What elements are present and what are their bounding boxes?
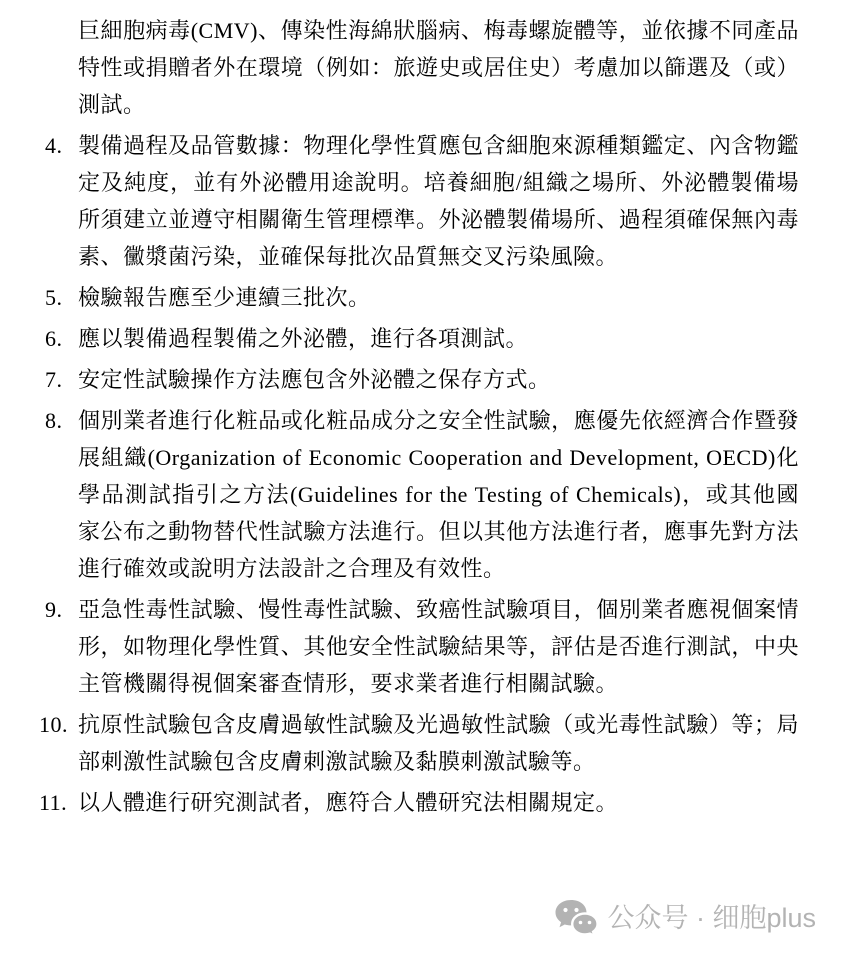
list-item-text: 以人體進行研究測試者，應符合人體研究法相關規定。: [78, 790, 619, 815]
document-content: [39, 12, 799, 825]
list-item-text: 製備過程及品管數據：物理化學性質應包含細胞來源種類鑑定、內含物鑑定及純度，並有外泌體用途說明。培養細胞/組織之場所、外泌體製備場所須建立並遵守相關衛生管理標準。外泌體製備場所、過程須確保無內毒素、黴漿菌污染，並確保每批次品質無交叉污染風險。: [78, 133, 799, 269]
list-item-text: 個別業者進行化粧品或化粧品成分之安全性試驗，應優先依經濟合作暨發展組織(Organization of Economic Cooperation and Development, OECD)化學品測試指引之方法(Guidelines for the Testing of Chemicals)，或其他國家公布之動物替代性試驗方法進行。但以其他方法進行者，應事先對方法進行確效或說明方法設計之合理及有效性。: [78, 408, 799, 581]
list-item: [45, 361, 799, 398]
paragraph-continuation: 巨細胞病毒(CMV)、傳染性海綿狀腦病、梅毒螺旋體等，並依據不同產品特性或捐贈者外在環境（例如：旅遊史或居住史）考慮加以篩選及（或）測試。: [78, 18, 799, 117]
list-item-text: 安定性試驗操作方法應包含外泌體之保存方式。: [78, 367, 551, 392]
list-item-text: 亞急性毒性試驗、慢性毒性試驗、致癌性試驗項目，個別業者應視個案情形，如物理化學性質、其他安全性試驗結果等，評估是否進行測試，中央主管機關得視個案審查情形，要求業者進行相關試驗。: [78, 597, 799, 696]
watermark-text: 公众号 · 细胞plus: [607, 903, 816, 933]
list-item-number: 4.: [45, 133, 63, 158]
list-item-number: 6.: [45, 326, 63, 351]
list-item: [45, 127, 799, 275]
list-item: [45, 402, 799, 587]
list-item-number: 10.: [39, 712, 68, 737]
list-item-text: 檢驗報告應至少連續三批次。: [78, 285, 371, 310]
wechat-icon: [554, 899, 598, 937]
list-item-number: 9.: [45, 597, 63, 622]
list-item: [39, 784, 799, 821]
list-item: [39, 706, 799, 780]
list-item-number: 11.: [39, 790, 68, 815]
list-item: [45, 279, 799, 316]
list-item-text: 抗原性試驗包含皮膚過敏性試驗及光過敏性試驗（或光毒性試驗）等；局部刺激性試驗包含皮膚刺激試驗及黏膜刺激試驗等。: [78, 712, 799, 774]
list-item: [45, 320, 799, 357]
list-item-number: 5.: [45, 285, 63, 310]
list-item: [45, 591, 799, 702]
list-item-number: 7.: [45, 367, 63, 392]
watermark: [554, 899, 816, 937]
list-item-text: 應以製備過程製備之外泌體，進行各項測試。: [78, 326, 529, 351]
list-item-number: 8.: [45, 408, 63, 433]
